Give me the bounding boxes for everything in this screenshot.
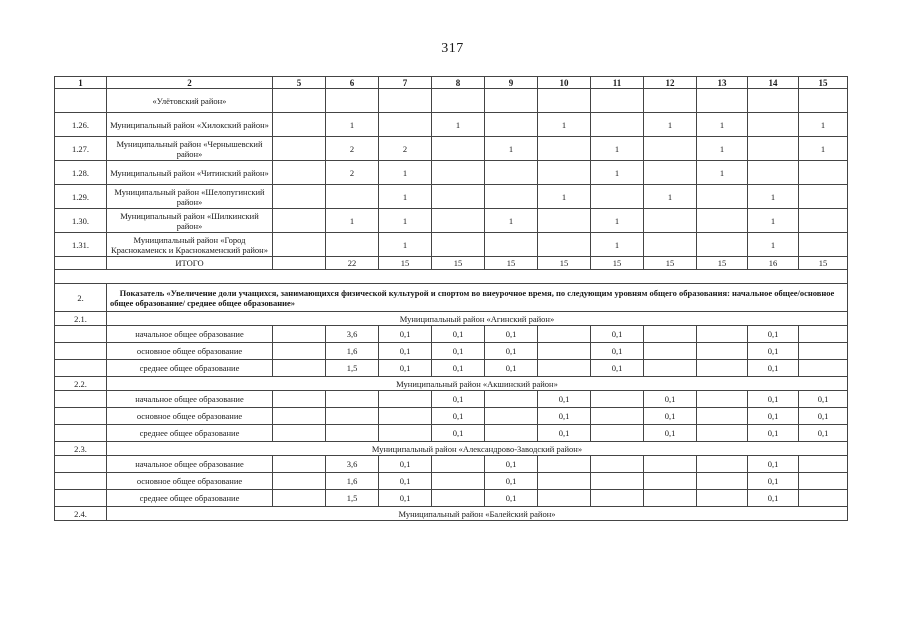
table-body xyxy=(55,77,848,521)
value-cell xyxy=(485,113,538,137)
row-number: 1.26. xyxy=(55,113,107,137)
value-cell: 1 xyxy=(591,233,644,257)
indicator-title: Показатель «Увеличение доли учащихся, занимающихся физической культурой и спортом во внеурочное время, по следующим уровням общего образования: начальное общее/основное общее образование/ среднее общее образование» xyxy=(107,284,848,312)
value-cell: 1 xyxy=(748,185,799,209)
row-number xyxy=(55,326,107,343)
value-cell: 0,1 xyxy=(748,456,799,473)
value-cell xyxy=(538,137,591,161)
value-cell xyxy=(379,408,432,425)
value-cell: 0,1 xyxy=(485,326,538,343)
value-cell: 0,1 xyxy=(538,391,591,408)
value-cell: 0,1 xyxy=(379,473,432,490)
header-row xyxy=(55,77,848,89)
column-header: 14 xyxy=(748,77,799,89)
value-cell xyxy=(273,161,326,185)
table-row xyxy=(55,161,848,185)
value-cell xyxy=(432,233,485,257)
value-cell xyxy=(538,326,591,343)
row-number xyxy=(55,408,107,425)
value-cell: 0,1 xyxy=(799,408,848,425)
row-name: основное общее образование xyxy=(107,408,273,425)
value-cell: 0,1 xyxy=(432,408,485,425)
value-cell xyxy=(485,185,538,209)
value-cell xyxy=(273,89,326,113)
value-cell: 1 xyxy=(538,185,591,209)
value-cell xyxy=(326,89,379,113)
row-name: начальное общее образование xyxy=(107,391,273,408)
row-number xyxy=(55,473,107,490)
value-cell: 1 xyxy=(799,137,848,161)
value-cell xyxy=(799,89,848,113)
value-cell xyxy=(799,456,848,473)
row-name: Муниципальный район «Шилкинский район» xyxy=(107,209,273,233)
column-header: 12 xyxy=(644,77,697,89)
row-name: среднее общее образование xyxy=(107,490,273,507)
value-cell: 0,1 xyxy=(485,490,538,507)
value-cell xyxy=(326,391,379,408)
value-cell xyxy=(644,161,697,185)
row-number: 2.3. xyxy=(55,442,107,456)
table-row xyxy=(55,408,848,425)
value-cell xyxy=(799,343,848,360)
value-cell: 0,1 xyxy=(538,408,591,425)
table-row xyxy=(55,113,848,137)
row-number xyxy=(55,391,107,408)
total-label: ИТОГО xyxy=(107,257,273,270)
value-cell xyxy=(644,360,697,377)
value-cell xyxy=(379,89,432,113)
value-cell xyxy=(748,161,799,185)
value-cell xyxy=(273,473,326,490)
row-number xyxy=(55,490,107,507)
value-cell: 1 xyxy=(644,113,697,137)
row-name: «Улётовский район» xyxy=(107,89,273,113)
row-name: Муниципальный район «Шелопугинский район» xyxy=(107,185,273,209)
value-cell xyxy=(591,185,644,209)
value-cell xyxy=(485,161,538,185)
row-number xyxy=(55,89,107,113)
value-cell xyxy=(591,490,644,507)
value-cell: 1 xyxy=(591,161,644,185)
value-cell: 0,1 xyxy=(799,391,848,408)
value-cell: 0,1 xyxy=(748,343,799,360)
row-number: 1.29. xyxy=(55,185,107,209)
row-number xyxy=(55,360,107,377)
blank-row xyxy=(55,270,848,284)
value-cell: 1 xyxy=(379,161,432,185)
value-cell xyxy=(485,233,538,257)
column-header: 2 xyxy=(107,77,273,89)
value-cell: 0,1 xyxy=(379,360,432,377)
row-number: 1.31. xyxy=(55,233,107,257)
column-header: 6 xyxy=(326,77,379,89)
row-name: основное общее образование xyxy=(107,343,273,360)
total-value: 15 xyxy=(799,257,848,270)
value-cell xyxy=(644,490,697,507)
value-cell xyxy=(697,360,748,377)
value-cell xyxy=(432,161,485,185)
value-cell xyxy=(538,456,591,473)
table-row xyxy=(55,391,848,408)
value-cell xyxy=(273,425,326,442)
value-cell: 0,1 xyxy=(379,343,432,360)
row-number: 2.1. xyxy=(55,312,107,326)
value-cell: 1 xyxy=(697,161,748,185)
column-header: 9 xyxy=(485,77,538,89)
total-value xyxy=(273,257,326,270)
value-cell: 0,1 xyxy=(748,391,799,408)
table-row xyxy=(55,209,848,233)
value-cell xyxy=(697,473,748,490)
total-value: 15 xyxy=(644,257,697,270)
value-cell: 0,1 xyxy=(644,425,697,442)
row-number: 2.2. xyxy=(55,377,107,391)
value-cell: 0,1 xyxy=(644,391,697,408)
value-cell: 0,1 xyxy=(379,490,432,507)
value-cell: 1 xyxy=(432,113,485,137)
column-header: 10 xyxy=(538,77,591,89)
value-cell xyxy=(379,113,432,137)
table-row xyxy=(55,270,848,284)
value-cell xyxy=(748,89,799,113)
value-cell: 0,1 xyxy=(432,425,485,442)
value-cell: 2 xyxy=(326,161,379,185)
row-name: начальное общее образование xyxy=(107,456,273,473)
value-cell xyxy=(273,456,326,473)
value-cell xyxy=(644,209,697,233)
table-row xyxy=(55,456,848,473)
page-number: 317 xyxy=(441,41,464,56)
value-cell xyxy=(273,490,326,507)
table-row xyxy=(55,312,848,326)
value-cell: 1,6 xyxy=(326,343,379,360)
value-cell: 1,6 xyxy=(326,473,379,490)
value-cell xyxy=(379,391,432,408)
value-cell xyxy=(799,490,848,507)
value-cell: 0,1 xyxy=(748,360,799,377)
value-cell: 0,1 xyxy=(379,326,432,343)
value-cell xyxy=(799,360,848,377)
value-cell xyxy=(326,233,379,257)
value-cell: 0,1 xyxy=(644,408,697,425)
value-cell xyxy=(273,360,326,377)
value-cell: 0,1 xyxy=(591,326,644,343)
value-cell xyxy=(538,473,591,490)
table-row xyxy=(55,343,848,360)
table-row xyxy=(55,360,848,377)
value-cell: 0,1 xyxy=(432,360,485,377)
value-cell xyxy=(432,137,485,161)
value-cell: 0,1 xyxy=(432,391,485,408)
row-name: среднее общее образование xyxy=(107,360,273,377)
total-value: 15 xyxy=(697,257,748,270)
row-number xyxy=(55,257,107,270)
table-row xyxy=(55,326,848,343)
row-number xyxy=(55,425,107,442)
row-number xyxy=(55,343,107,360)
value-cell: 0,1 xyxy=(485,473,538,490)
value-cell xyxy=(538,209,591,233)
section-title: Муниципальный район «Балейский район» xyxy=(107,507,848,521)
value-cell xyxy=(748,113,799,137)
value-cell xyxy=(379,425,432,442)
value-cell: 1,5 xyxy=(326,490,379,507)
value-cell xyxy=(799,473,848,490)
section-title: Муниципальный район «Александрово-Заводский район» xyxy=(107,442,848,456)
value-cell: 1 xyxy=(644,185,697,209)
value-cell xyxy=(644,473,697,490)
value-cell xyxy=(273,408,326,425)
value-cell xyxy=(697,185,748,209)
value-cell xyxy=(273,343,326,360)
value-cell xyxy=(697,89,748,113)
value-cell xyxy=(538,490,591,507)
value-cell xyxy=(326,408,379,425)
value-cell: 0,1 xyxy=(748,425,799,442)
value-cell xyxy=(273,233,326,257)
value-cell: 1 xyxy=(379,185,432,209)
value-cell xyxy=(644,137,697,161)
value-cell: 2 xyxy=(326,137,379,161)
value-cell: 3,6 xyxy=(326,326,379,343)
value-cell xyxy=(697,343,748,360)
value-cell: 1 xyxy=(485,137,538,161)
value-cell xyxy=(591,456,644,473)
value-cell xyxy=(273,326,326,343)
value-cell xyxy=(538,360,591,377)
value-cell xyxy=(644,89,697,113)
total-value: 15 xyxy=(538,257,591,270)
value-cell: 1 xyxy=(748,233,799,257)
table-row xyxy=(55,185,848,209)
total-value: 15 xyxy=(432,257,485,270)
total-value: 16 xyxy=(748,257,799,270)
value-cell: 1 xyxy=(326,113,379,137)
value-cell xyxy=(538,233,591,257)
total-value: 15 xyxy=(485,257,538,270)
value-cell xyxy=(697,408,748,425)
value-cell: 0,1 xyxy=(485,343,538,360)
value-cell xyxy=(326,425,379,442)
value-cell xyxy=(591,113,644,137)
value-cell xyxy=(644,343,697,360)
value-cell xyxy=(591,408,644,425)
column-header: 13 xyxy=(697,77,748,89)
value-cell xyxy=(697,456,748,473)
value-cell xyxy=(485,391,538,408)
value-cell: 0,1 xyxy=(748,473,799,490)
value-cell xyxy=(273,209,326,233)
column-header: 15 xyxy=(799,77,848,89)
value-cell xyxy=(748,137,799,161)
value-cell xyxy=(485,89,538,113)
value-cell xyxy=(697,209,748,233)
value-cell xyxy=(432,89,485,113)
value-cell: 0,1 xyxy=(591,360,644,377)
table-row xyxy=(55,284,848,312)
table-row xyxy=(55,490,848,507)
value-cell xyxy=(591,473,644,490)
column-header: 1 xyxy=(55,77,107,89)
value-cell xyxy=(538,343,591,360)
value-cell xyxy=(697,391,748,408)
row-name: Муниципальный район «Читинский район» xyxy=(107,161,273,185)
value-cell: 0,1 xyxy=(538,425,591,442)
value-cell xyxy=(697,233,748,257)
value-cell: 0,1 xyxy=(748,490,799,507)
value-cell xyxy=(538,89,591,113)
value-cell xyxy=(644,456,697,473)
value-cell xyxy=(538,161,591,185)
total-value: 22 xyxy=(326,257,379,270)
value-cell xyxy=(485,408,538,425)
value-cell: 1 xyxy=(538,113,591,137)
value-cell xyxy=(432,456,485,473)
value-cell xyxy=(591,391,644,408)
total-value: 15 xyxy=(591,257,644,270)
value-cell xyxy=(273,391,326,408)
value-cell: 0,1 xyxy=(748,408,799,425)
value-cell xyxy=(799,185,848,209)
row-name: Муниципальный район «Чернышевский район» xyxy=(107,137,273,161)
row-number: 2. xyxy=(55,284,107,312)
section-title: Муниципальный район «Агинский район» xyxy=(107,312,848,326)
value-cell xyxy=(591,89,644,113)
value-cell: 1 xyxy=(485,209,538,233)
value-cell xyxy=(644,326,697,343)
value-cell: 1,5 xyxy=(326,360,379,377)
value-cell xyxy=(799,209,848,233)
value-cell: 0,1 xyxy=(432,326,485,343)
row-number: 1.28. xyxy=(55,161,107,185)
row-name: Муниципальный район «Город Краснокаменск и Краснокаменский район» xyxy=(107,233,273,257)
value-cell xyxy=(799,233,848,257)
value-cell: 2 xyxy=(379,137,432,161)
value-cell: 0,1 xyxy=(485,360,538,377)
value-cell: 1 xyxy=(591,137,644,161)
value-cell: 0,1 xyxy=(748,326,799,343)
value-cell: 1 xyxy=(379,209,432,233)
row-number xyxy=(55,456,107,473)
value-cell xyxy=(799,161,848,185)
value-cell xyxy=(697,425,748,442)
row-name: основное общее образование xyxy=(107,473,273,490)
value-cell xyxy=(485,425,538,442)
value-cell: 0,1 xyxy=(799,425,848,442)
value-cell xyxy=(273,113,326,137)
row-name: Муниципальный район «Хилокский район» xyxy=(107,113,273,137)
row-name: начальное общее образование xyxy=(107,326,273,343)
table-row xyxy=(55,473,848,490)
data-table xyxy=(54,76,848,521)
table-row xyxy=(55,233,848,257)
table-row xyxy=(55,425,848,442)
value-cell xyxy=(432,490,485,507)
value-cell xyxy=(326,185,379,209)
value-cell: 0,1 xyxy=(379,456,432,473)
value-cell: 1 xyxy=(591,209,644,233)
section-title: Муниципальный район «Акшинский район» xyxy=(107,377,848,391)
value-cell: 1 xyxy=(379,233,432,257)
value-cell xyxy=(432,473,485,490)
row-number: 2.4. xyxy=(55,507,107,521)
value-cell: 0,1 xyxy=(432,343,485,360)
value-cell xyxy=(591,425,644,442)
value-cell: 1 xyxy=(326,209,379,233)
table-row xyxy=(55,89,848,113)
value-cell: 1 xyxy=(799,113,848,137)
column-header: 5 xyxy=(273,77,326,89)
table-row xyxy=(55,137,848,161)
value-cell: 0,1 xyxy=(485,456,538,473)
table-row xyxy=(55,257,848,270)
value-cell xyxy=(644,233,697,257)
value-cell xyxy=(273,185,326,209)
row-number: 1.30. xyxy=(55,209,107,233)
value-cell xyxy=(432,185,485,209)
value-cell xyxy=(799,326,848,343)
column-header: 8 xyxy=(432,77,485,89)
column-header: 7 xyxy=(379,77,432,89)
total-value: 15 xyxy=(379,257,432,270)
table-row xyxy=(55,377,848,391)
value-cell xyxy=(273,137,326,161)
row-number: 1.27. xyxy=(55,137,107,161)
value-cell xyxy=(697,326,748,343)
table-row xyxy=(55,507,848,521)
value-cell: 3,6 xyxy=(326,456,379,473)
value-cell xyxy=(697,490,748,507)
row-name: среднее общее образование xyxy=(107,425,273,442)
value-cell: 1 xyxy=(748,209,799,233)
value-cell: 1 xyxy=(697,137,748,161)
value-cell: 0,1 xyxy=(591,343,644,360)
column-header: 11 xyxy=(591,77,644,89)
table-row xyxy=(55,442,848,456)
value-cell xyxy=(432,209,485,233)
value-cell: 1 xyxy=(697,113,748,137)
